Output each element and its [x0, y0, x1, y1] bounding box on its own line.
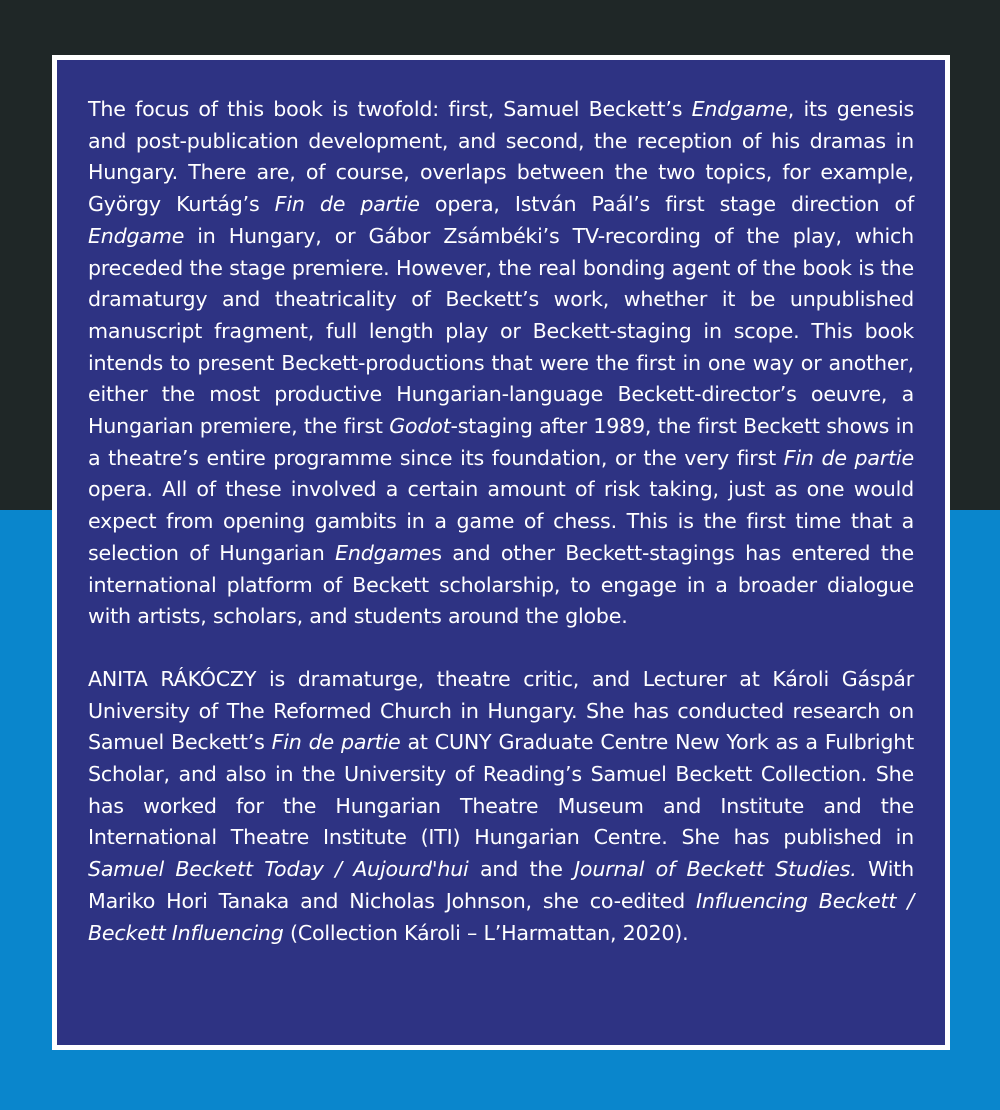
back-cover-text-panel: [52, 55, 950, 1050]
text-run: With Mariko Hori Tanaka and Nicholas Johnson, she co-edited: [88, 857, 914, 913]
text-run: at CUNY Graduate Centre New York as a Fulbright Scholar, and also in the University of Reading’s Samuel Beckett Collection. She has worked for the Hungarian Theatre Museum and Institute and the International Theatre Institute (ITI) Hungarian Centre. She has published in: [88, 730, 915, 850]
italic-title-text: Fin de partie: [783, 445, 914, 470]
italic-title-text: Fin de partie: [271, 730, 401, 755]
text-run: , its genesis and post-publication development, and second, the reception of his dramas in Hungary. There are, of course, overlaps between the two topics, for example, György Kurtág’s: [88, 97, 914, 217]
text-run: opera, István Paál’s first stage direction of: [419, 192, 915, 217]
italic-title-text: Samuel Beckett Today / Aujourd'hui: [88, 857, 469, 882]
italic-title-text: Endgame: [335, 540, 432, 565]
italic-title-text: Endgame: [691, 97, 788, 121]
italic-title-text: Endgame: [88, 223, 185, 248]
text-run: (Collection Károli – L’Harmattan, 2020).: [283, 920, 689, 945]
text-run: ANITA RÁKÓCZY is dramaturge, theatre critic, and Lecturer at Károli Gáspár University of The Reformed Church in Hungary. She has conducted research on Samuel Beckett’s: [88, 666, 914, 755]
text-run: and the: [468, 857, 575, 882]
author-bio-paragraph: [88, 664, 914, 949]
text-run: in Hungary, or Gábor Zsámbéki’s TV-recording of the play, which preceded the stage premiere. However, the real bonding agent of the book is the dramaturgy and theatricality of Beckett’s work, whether it be unpublished manuscript fragment, full length play or Beckett-staging in scope. This book intends to present Beckett-productions that were the first in one way or another, either the most productive Hungarian-language Beckett-director’s oeuvre, a Hungarian premiere, the first: [88, 223, 914, 439]
text-run: -staging after 1989, the first Beckett shows in a theatre’s entire programme since its foundation, or the very first: [88, 414, 914, 470]
text-run: opera. All of these involved a certain amount of risk taking, just as one would expect from opening gambits in a game of chess. This is the first time that a selection of Hungarian: [88, 477, 914, 565]
book-description-paragraph: [88, 94, 914, 633]
italic-title-text: Journal of Beckett Studies.: [574, 857, 857, 882]
italic-title-text: Fin de partie: [274, 192, 420, 217]
italic-title-text: Godot: [389, 414, 451, 439]
text-run: s and other Beckett-stagings has entered the international platform of Beckett scholarship, to engage in a broader dialogue with artists, scholars, and students around the globe.: [88, 540, 914, 629]
italic-title-text: Influencing Beckett / Beckett Influencing: [88, 888, 914, 945]
text-run: The focus of this book is twofold: first, Samuel Beckett’s: [88, 97, 692, 121]
